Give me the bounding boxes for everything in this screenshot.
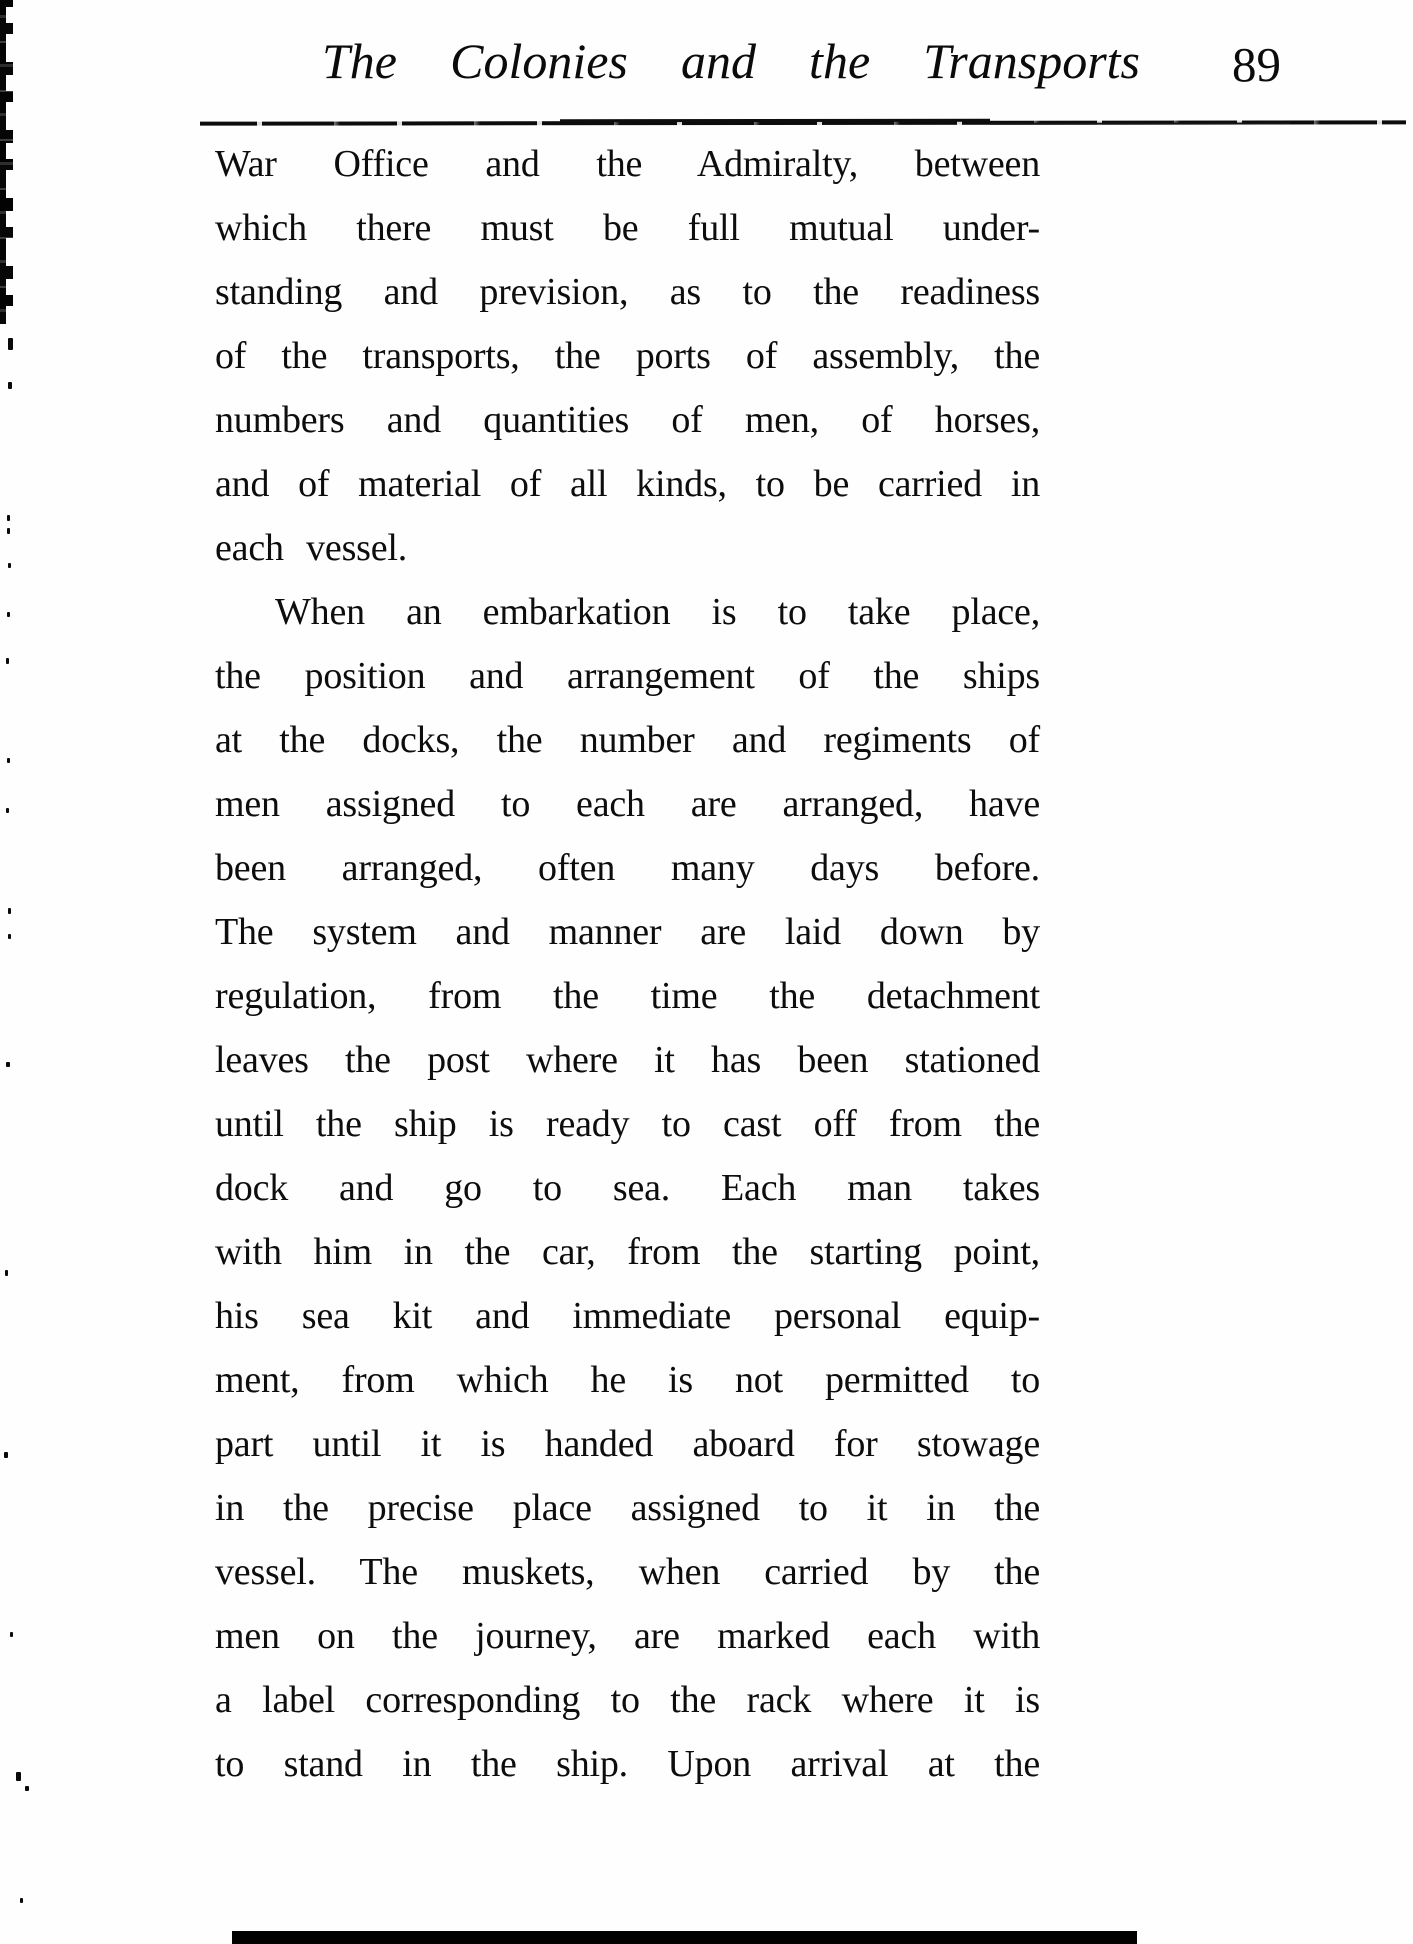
scan-bottom-bar (232, 1931, 1137, 1944)
text-line: leaves the post where it has been stationed (215, 1039, 1040, 1081)
scan-speck (7, 528, 10, 534)
running-title: The Colonies and the Transports (322, 33, 1140, 89)
text-line: until the ship is ready to cast off from the (215, 1103, 1040, 1145)
text-line: been arranged, often many days before. (215, 847, 1040, 889)
scan-speck (5, 1270, 8, 1276)
scan-speck (7, 515, 10, 521)
text-line: standing and prevision, as to the readiness (215, 271, 1040, 313)
scan-speck (7, 758, 10, 763)
scan-speck (8, 563, 11, 568)
scan-speck (4, 1452, 8, 1458)
scan-edge-streak (0, 0, 13, 324)
text-line: of the transports, the ports of assembly, the (215, 335, 1040, 377)
text-line: The system and manner are laid down by (215, 911, 1040, 953)
scan-speck (10, 1632, 13, 1637)
text-line: regulation, from the time the detachment (215, 975, 1040, 1017)
text-line: When an embarkation is to take place, (275, 591, 1040, 633)
text-line: War Office and the Admiralty, between (215, 143, 1040, 185)
scan-speck (7, 612, 10, 617)
text-line: at the docks, the number and regiments of (215, 719, 1040, 761)
text-line: vessel. The muskets, when carried by the (215, 1551, 1040, 1593)
scan-speck (6, 1062, 10, 1067)
text-line: part until it is handed aboard for stowage (215, 1423, 1040, 1465)
scan-speck (8, 382, 12, 389)
text-line: dock and go to sea. Each man takes (215, 1167, 1040, 1209)
header-rule (200, 120, 1406, 125)
text-line: to stand in the ship. Upon arrival at the (215, 1743, 1040, 1785)
page-text (215, 132, 1040, 1796)
scan-speck (25, 1786, 29, 1791)
text-line: men on the journey, are marked each with (215, 1615, 1040, 1657)
scan-speck (16, 1772, 21, 1781)
text-line: which there must be full mutual under- (215, 207, 1040, 249)
text-line: ment, from which he is not permitted to (215, 1359, 1040, 1401)
text-line: his sea kit and immediate personal equip- (215, 1295, 1040, 1337)
text-line: the position and arrangement of the ships (215, 655, 1040, 697)
scan-speck (6, 808, 9, 813)
text-line: numbers and quantities of men, of horses, (215, 399, 1040, 441)
scan-speck (8, 338, 13, 350)
page-number: 89 (1232, 37, 1281, 92)
text-line: in the precise place assigned to it in the (215, 1487, 1040, 1529)
scan-speck (20, 1898, 23, 1903)
text-line: with him in the car, from the starting point, (215, 1231, 1040, 1273)
text-line: men assigned to each are arranged, have (215, 783, 1040, 825)
text-line: and of material of all kinds, to be carried in (215, 463, 1040, 505)
scan-speck (6, 658, 9, 664)
scan-speck (8, 934, 11, 939)
text-line: each vessel. (215, 527, 408, 569)
text-line: a label corresponding to the rack where it is (215, 1679, 1040, 1721)
scan-speck (8, 908, 11, 914)
